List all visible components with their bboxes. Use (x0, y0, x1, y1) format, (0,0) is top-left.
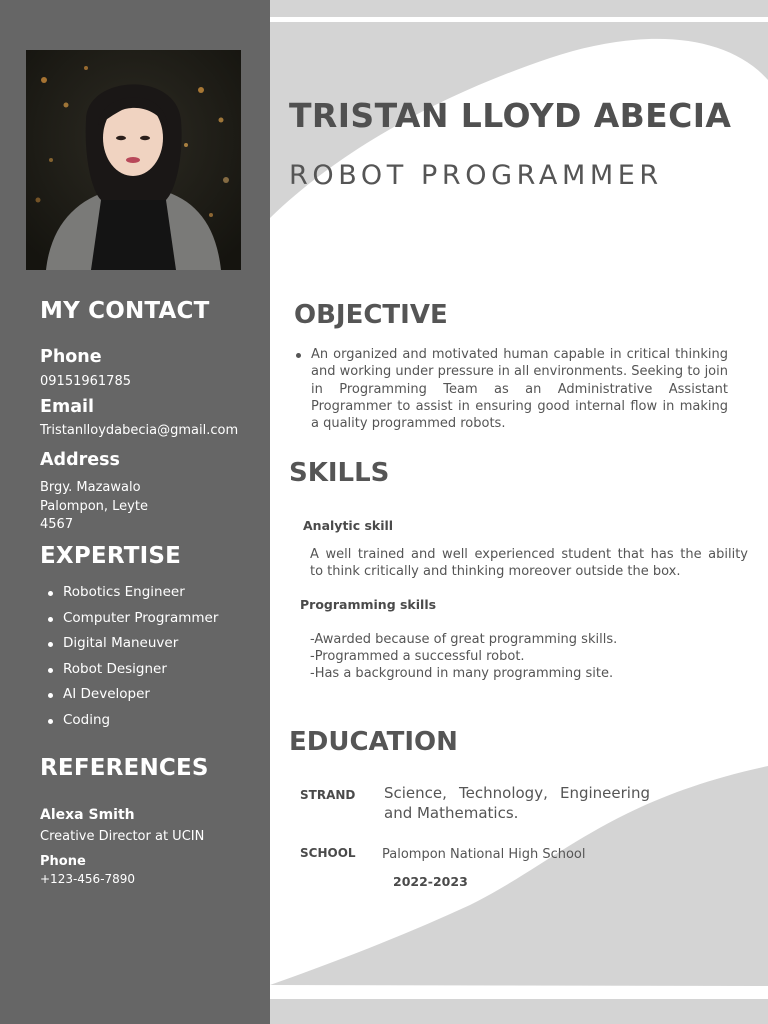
analytic-skill-line-1: A well trained and well experienced student that has the ability (310, 547, 748, 562)
bottom-band (270, 999, 768, 1024)
analytic-skill-title: Analytic skill (303, 518, 394, 533)
references-heading: REFERENCES (40, 755, 209, 781)
profile-photo (26, 50, 241, 270)
background-decoration (270, 0, 768, 1024)
programming-skill-line-2: -Programmed a successful robot. (310, 649, 525, 664)
contact-heading: MY CONTACT (40, 298, 210, 324)
analytic-skill-line-2: to think critically and thinking moreover outside the box. (310, 564, 681, 579)
expertise-list (40, 580, 218, 733)
education-heading: EDUCATION (289, 727, 458, 757)
objective-text: An organized and motivated human capable in critical thinking and working under pressure in all environments. Seeking to join in Programming Team as an Administrative Assistant Programmer to assist in ensuring good internal flow in making a quality programmed robots. (294, 346, 728, 432)
expertise-heading: EXPERTISE (40, 543, 182, 569)
programming-skill-title: Programming skills (300, 597, 437, 612)
expertise-item: Robotics Engineer (40, 580, 218, 606)
objective-list (294, 346, 728, 432)
address-line-3: 4567 (40, 517, 74, 532)
programming-skill-line-3: -Has a background in many programming site. (310, 666, 614, 681)
sidebar (0, 0, 270, 1024)
strand-line-2: and Mathematics. (384, 804, 519, 822)
expertise-item: AI Developer (40, 682, 218, 708)
reference-position: Creative Director at UCIN (40, 829, 205, 844)
phone-value: 09151961785 (40, 374, 131, 389)
school-name: Palompon National High School (382, 847, 586, 862)
strand-label: STRAND (300, 788, 356, 802)
programming-skill-line-1: -Awarded because of great programming skills. (310, 632, 618, 647)
expertise-item: Digital Maneuver (40, 631, 218, 657)
candidate-name: TRISTAN LLOYD ABECIA (289, 96, 732, 135)
reference-phone-label: Phone (40, 854, 86, 869)
reference-phone: +123-456-7890 (40, 872, 136, 886)
skills-heading: SKILLS (289, 458, 390, 488)
email-label: Email (40, 397, 94, 417)
address-label: Address (40, 450, 120, 470)
phone-label: Phone (40, 347, 102, 367)
school-label: SCHOOL (300, 846, 356, 860)
expertise-item: Coding (40, 708, 218, 734)
strand-line-1: Science, Technology, Engineering (384, 784, 650, 802)
reference-name: Alexa Smith (40, 807, 135, 823)
address-line-1: Brgy. Mazawalo (40, 480, 141, 495)
top-band (270, 0, 768, 17)
objective-heading: OBJECTIVE (294, 300, 448, 330)
expertise-item: Computer Programmer (40, 606, 218, 632)
expertise-item: Robot Designer (40, 657, 218, 683)
school-years: 2022-2023 (393, 874, 468, 889)
email-value: Tristanlloydabecia@gmail.com (40, 423, 239, 438)
candidate-role: ROBOT PROGRAMMER (289, 160, 663, 191)
address-line-2: Palompon, Leyte (40, 499, 148, 514)
